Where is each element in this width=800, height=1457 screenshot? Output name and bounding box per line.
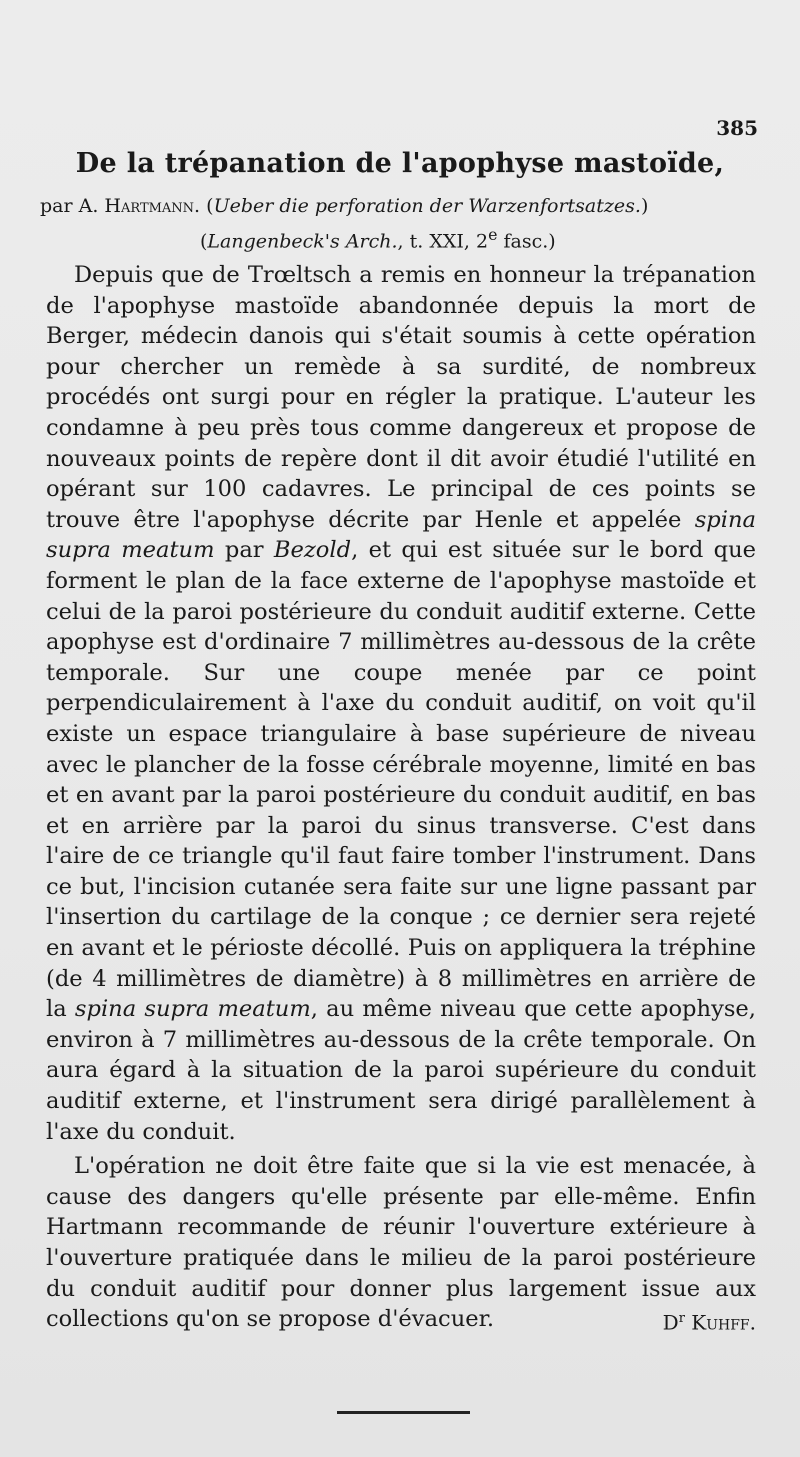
signature bbox=[635, 1304, 756, 1338]
signature-prefix: D bbox=[662, 1310, 679, 1335]
volume-superscript: e bbox=[488, 225, 498, 244]
ref-close: ) bbox=[640, 195, 649, 217]
article-body bbox=[46, 260, 756, 1338]
byline-source: (Langenbeck's Arch., t. XXI, 2e fasc.) bbox=[200, 225, 556, 253]
paragraph-1-part-a: Depuis que de Trœltsch a remis en honneur la trépanation de l'apophyse mastoïde abandonnée depuis la mort de Berger, médecin danois qui s'était soumis à cette opération pour chercher un remède à sa surdité, de nombreux procédés ont surgi pour en régler la pratique. L'auteur les condamne à peu près tous comme dangereux et propose de nouveaux points de repère dont il dit avoir étudié l'utilité en opérant sur 100 cadavres. Le principal de ces points se trouve être l'apophyse décrite par Henle et appelée bbox=[46, 262, 756, 533]
ref-open: ( bbox=[200, 195, 214, 217]
paragraph-1 bbox=[46, 260, 756, 1147]
journal-fasc: fasc.) bbox=[497, 230, 556, 253]
journal-name: Langenbeck's Arch. bbox=[207, 230, 398, 253]
article-title: De la trépanation de l'apophyse mastoïde, bbox=[75, 148, 725, 179]
author-name: Hartmann. bbox=[104, 195, 201, 217]
paragraph-2-text: L'opération ne doit être faite que si la vie est menacée, à cause des dangers qu'elle présente par elle-même. Enfin Hartmann recommande de réunir l'ouverture extérieure à l'ouverture pratiquée dans le milieu de la paroi postérieure du conduit auditif pour donner plus largement issue aux collections qu'on se propose d'évacuer. bbox=[46, 1153, 756, 1333]
paragraph-2 bbox=[46, 1151, 756, 1335]
byline-prefix: par A. bbox=[40, 195, 105, 217]
signature-name: Kuhff. bbox=[684, 1310, 756, 1335]
paragraph-1-part-c: , et qui est située sur le bord que forment le plan de la face externe de l'apophyse mastoïde et celui de la paroi postérieure du conduit auditif externe. Cette apophyse est d'ordinaire 7 millimètres au-dessous de la crête temporale. Sur une coupe menée par ce point perpendiculairement à l'axe du conduit auditif, on voit qu'il existe un espace triangulaire à base supérieure de niveau avec le plancher de la fosse cérébrale moyenne, limité en bas et en avant par la paroi postérieure du conduit auditif, en bas et en arrière par la paroi du sinus transverse. C'est dans l'aire de ce triangle qu'il faut faire tomber l'instrument. Dans ce but, l'incision cutanée sera faite sur une ligne passant par l'insertion du cartilage de la conque ; ce dernier sera rejeté en avant et le périoste décollé. Puis on appliquera la tréphine (de 4 millimètres de diamètre) à 8 millimètres en arrière de la bbox=[46, 537, 756, 1023]
closing-rule bbox=[337, 1411, 470, 1414]
reference-title: Ueber die perforation der Warzenfortsatzes. bbox=[213, 195, 641, 217]
paragraph-1-part-b: par bbox=[214, 537, 274, 564]
page-number: 385 bbox=[716, 116, 758, 140]
journal-volume: , t. XXI, 2 bbox=[397, 230, 489, 253]
paragraph-1-part-d: , au même niveau que cette apophyse, environ à 7 millimètres au-dessous de la crête temporale. On aura égard à la situation de la paroi supérieure du conduit auditif externe, et l'instrument sera dirigé parallèlement à l'axe du conduit. bbox=[46, 996, 756, 1145]
byline bbox=[40, 195, 780, 217]
emphasis-bezold: Bezold bbox=[273, 537, 352, 564]
emphasis-spina-2: spina supra meatum bbox=[74, 996, 311, 1023]
emphasis-spina-1: spina supra meatum bbox=[46, 506, 756, 564]
signature-superscript: r bbox=[678, 1311, 685, 1327]
